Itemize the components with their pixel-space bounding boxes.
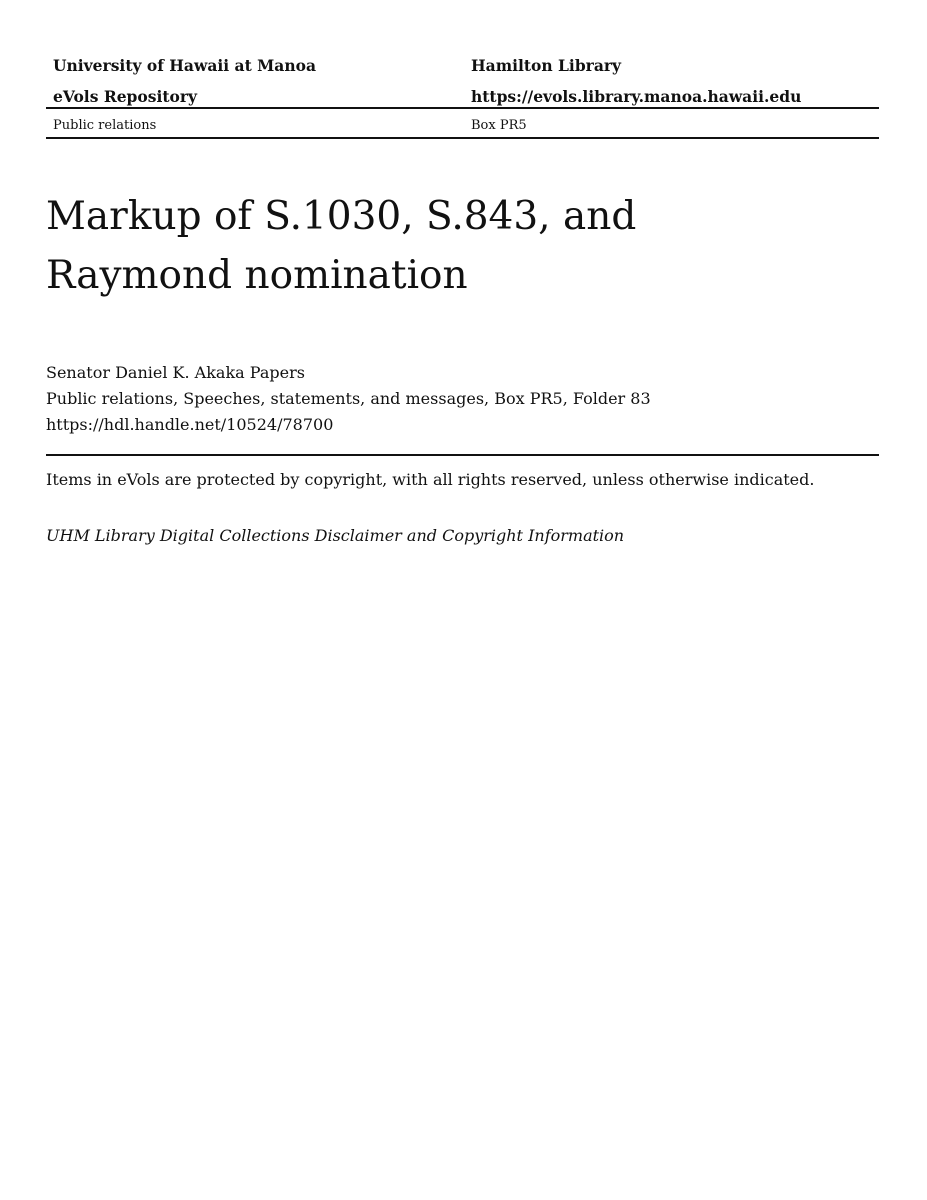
repository-header	[46, 53, 879, 115]
folder-location: Public relations, Speeches, statements, and messages, Box PR5, Folder 83	[46, 389, 651, 408]
title-line-2: Raymond nomination	[46, 253, 468, 298]
copyright-notice: Items in eVols are protected by copyright, with all rights reserved, unless otherwise indicated.	[46, 470, 815, 489]
document-title	[46, 187, 746, 305]
metadata-divider	[46, 454, 879, 456]
disclaimer-link[interactable]: UHM Library Digital Collections Disclaimer and Copyright Information	[46, 526, 625, 545]
repository-url[interactable]: https://evols.library.manoa.hawaii.edu	[471, 87, 802, 106]
header-divider-top	[46, 107, 879, 109]
document-page	[46, 0, 879, 1200]
repository-name: eVols Repository	[53, 87, 198, 106]
title-line-1: Markup of S.1030, S.843, and	[46, 194, 637, 239]
institution-name: University of Hawaii at Manoa	[53, 56, 316, 75]
header-divider-bottom	[46, 137, 879, 139]
box-label: Box PR5	[471, 118, 527, 133]
header-row-bottom	[46, 84, 879, 115]
collection-name: Senator Daniel K. Akaka Papers	[46, 363, 305, 382]
header-subrow	[46, 116, 879, 136]
document-metadata	[46, 360, 879, 438]
series-label: Public relations	[53, 118, 157, 133]
header-row-top	[46, 53, 879, 84]
library-name: Hamilton Library	[471, 56, 622, 75]
handle-link[interactable]: https://hdl.handle.net/10524/78700	[46, 415, 334, 434]
